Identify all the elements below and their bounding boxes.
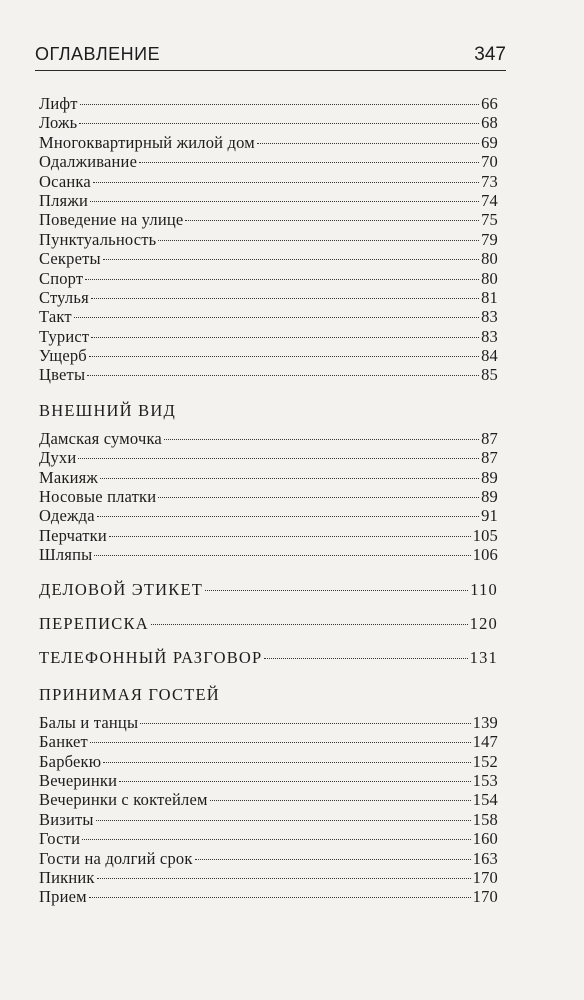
toc-entry-page: 153	[472, 770, 498, 790]
toc-entry	[39, 429, 498, 448]
toc-entry	[39, 307, 498, 326]
toc-entry-page: 105	[472, 525, 498, 545]
toc-group-appearance	[39, 429, 498, 565]
page-header	[35, 44, 506, 66]
toc-entry	[39, 133, 498, 152]
toc-entry-page: 170	[472, 867, 498, 887]
section-heading-guests: ПРИНИМАЯ ГОСТЕЙ	[39, 684, 220, 704]
toc-entry-title: Банкет	[39, 732, 88, 752]
dot-leader	[90, 201, 479, 202]
toc-entry	[39, 191, 498, 210]
toc-entry-page: 147	[472, 732, 498, 752]
toc-entry-title: Макияж	[39, 467, 99, 487]
toc-entry-page: 70	[481, 152, 498, 172]
toc-entry	[39, 327, 498, 346]
toc-entry-page: 120	[469, 613, 498, 633]
toc-entry-page: 91	[481, 506, 498, 526]
toc-entry-page: 81	[481, 287, 498, 307]
toc-entry-title: Носовые платки	[39, 487, 157, 507]
toc-entry-page: 66	[481, 94, 498, 113]
toc-entry-page: 74	[481, 190, 498, 210]
dot-leader	[94, 555, 470, 556]
toc-entry-page: 73	[481, 171, 498, 191]
toc-entry-page: 85	[481, 365, 498, 385]
toc-entry-title: Гости	[39, 829, 81, 849]
toc-entry	[39, 113, 498, 132]
dot-leader	[158, 497, 479, 498]
toc-entry-title: Гости на долгий срок	[39, 848, 193, 868]
toc-entry-page: 158	[472, 809, 498, 829]
toc-entry-page: 89	[481, 467, 498, 487]
toc-entry	[39, 506, 498, 525]
toc-entry	[39, 210, 498, 229]
dot-leader	[119, 781, 471, 782]
dot-leader	[97, 516, 479, 517]
toc-entry-page: 75	[481, 210, 498, 230]
toc-entry-page: 106	[472, 545, 498, 565]
toc-entry	[39, 868, 498, 887]
dot-leader	[96, 820, 471, 821]
dot-leader	[139, 162, 479, 163]
toc-entry	[39, 249, 498, 268]
dot-leader	[93, 182, 479, 183]
section-heading-appearance: ВНЕШНИЙ ВИД	[39, 400, 176, 420]
dot-leader	[89, 897, 471, 898]
toc-entry	[39, 887, 498, 906]
toc-entry-title: Пунктуальность	[39, 229, 157, 249]
dot-leader	[140, 723, 470, 724]
toc-entry	[39, 810, 498, 829]
toc-entry-title: Спорт	[39, 268, 84, 288]
toc-entry	[39, 829, 498, 848]
toc-entry-phone-conversation	[39, 648, 498, 667]
dot-leader	[185, 220, 479, 221]
toc-entry	[39, 545, 498, 564]
toc-entry-page: 110	[470, 579, 498, 599]
toc-entry-title: Поведение на улице	[39, 210, 184, 230]
dot-leader	[109, 536, 471, 537]
toc-entry	[39, 849, 498, 868]
dot-leader	[82, 839, 471, 840]
toc-entry-title: ДЕЛОВОЙ ЭТИКЕТ	[39, 579, 204, 599]
dot-leader	[89, 356, 479, 357]
toc-entry	[39, 269, 498, 288]
toc-entry-correspondence	[39, 614, 498, 633]
toc-entry-page: 163	[472, 848, 498, 868]
dot-leader	[164, 439, 479, 440]
dot-leader	[195, 859, 471, 860]
toc-entry-title: Прием	[39, 887, 87, 907]
toc-entry	[39, 771, 498, 790]
toc-entry-page: 154	[472, 790, 498, 810]
dot-leader	[103, 762, 470, 763]
toc-entry-title: Ущерб	[39, 346, 87, 366]
toc-entry-page: 80	[481, 268, 498, 288]
toc-entry-title: Стулья	[39, 287, 89, 307]
toc-entry-title: Визиты	[39, 809, 94, 829]
toc-entry	[39, 365, 498, 384]
dot-leader	[85, 279, 479, 280]
toc-entry-title: Пляжи	[39, 190, 88, 210]
dot-leader	[91, 298, 479, 299]
toc-entry	[39, 790, 498, 809]
toc-entry	[39, 288, 498, 307]
toc-entry-title: Шляпы	[39, 545, 93, 565]
toc-group-guests	[39, 713, 498, 907]
toc-entry-title: Лифт	[39, 94, 78, 113]
toc-entry-page: 87	[481, 428, 498, 448]
dot-leader	[158, 240, 479, 241]
dot-leader	[210, 800, 471, 801]
toc-entry	[39, 526, 498, 545]
dot-leader	[78, 458, 479, 459]
toc-entry-page: 84	[481, 346, 498, 366]
toc-entry	[39, 448, 498, 467]
dot-leader	[80, 104, 479, 105]
toc-entry-page: 170	[472, 887, 498, 907]
toc-entry	[39, 752, 498, 771]
toc-entry-title: Балы и танцы	[39, 712, 139, 732]
dot-leader	[100, 478, 479, 479]
dot-leader	[205, 590, 468, 591]
toc-entry-title: Дамская сумочка	[39, 428, 162, 448]
toc-entry	[39, 152, 498, 171]
toc-entry-page: 139	[472, 712, 498, 732]
header-rule	[35, 70, 506, 71]
dot-leader	[257, 143, 479, 144]
toc-entry-title: Такт	[39, 307, 72, 327]
toc-entry-page: 131	[469, 648, 498, 668]
toc-entry-title: Вечеринки	[39, 770, 118, 790]
dot-leader	[264, 658, 467, 659]
dot-leader	[91, 337, 479, 338]
toc-entry-page: 83	[481, 326, 498, 346]
toc-entry	[39, 713, 498, 732]
toc-entry-title: Барбекю	[39, 751, 102, 771]
dot-leader	[97, 878, 471, 879]
running-title: ОГЛАВЛЕНИЕ	[35, 44, 161, 64]
toc-entry-page: 83	[481, 307, 498, 327]
toc-entry	[39, 230, 498, 249]
dot-leader	[79, 123, 479, 124]
toc-entry-page: 79	[481, 229, 498, 249]
toc-entry-title: Цветы	[39, 365, 86, 385]
toc-entry-business-etiquette	[39, 580, 498, 599]
toc-entry	[39, 732, 498, 751]
toc-entry-title: Одалживание	[39, 152, 138, 172]
toc-entry-title: Осанка	[39, 171, 91, 191]
toc-entry-title: Вечеринки с коктейлем	[39, 790, 208, 810]
toc-entry-page: 68	[481, 113, 498, 133]
toc-entry	[39, 468, 498, 487]
toc-entry-page: 152	[472, 751, 498, 771]
table-of-contents	[39, 94, 498, 907]
toc-entry	[39, 346, 498, 365]
toc-entry	[39, 172, 498, 191]
toc-entry-page: 87	[481, 448, 498, 468]
toc-entry-title: Пикник	[39, 867, 95, 887]
toc-entry-page: 80	[481, 249, 498, 269]
dot-leader	[87, 375, 479, 376]
dot-leader	[90, 742, 471, 743]
toc-group-misc	[39, 94, 498, 385]
toc-entry-title: Многоквартирный жилой дом	[39, 132, 255, 152]
toc-entry-title: Ложь	[39, 113, 78, 133]
dot-leader	[151, 624, 468, 625]
toc-entry-title: Одежда	[39, 506, 95, 526]
toc-entry-title: Духи	[39, 448, 77, 468]
toc-entry	[39, 487, 498, 506]
dot-leader	[74, 317, 479, 318]
toc-entry	[39, 94, 498, 113]
page-number: 347	[474, 44, 506, 65]
toc-entry-page: 89	[481, 487, 498, 507]
toc-entry-title: Секреты	[39, 249, 101, 269]
toc-entry-title: ТЕЛЕФОННЫЙ РАЗГОВОР	[39, 648, 263, 668]
toc-entry-title: Перчатки	[39, 525, 107, 545]
toc-entry-page: 160	[472, 829, 498, 849]
toc-entry-title: Турист	[39, 326, 90, 346]
dot-leader	[103, 259, 479, 260]
toc-entry-title: ПЕРЕПИСКА	[39, 613, 149, 633]
toc-entry-page: 69	[481, 132, 498, 152]
